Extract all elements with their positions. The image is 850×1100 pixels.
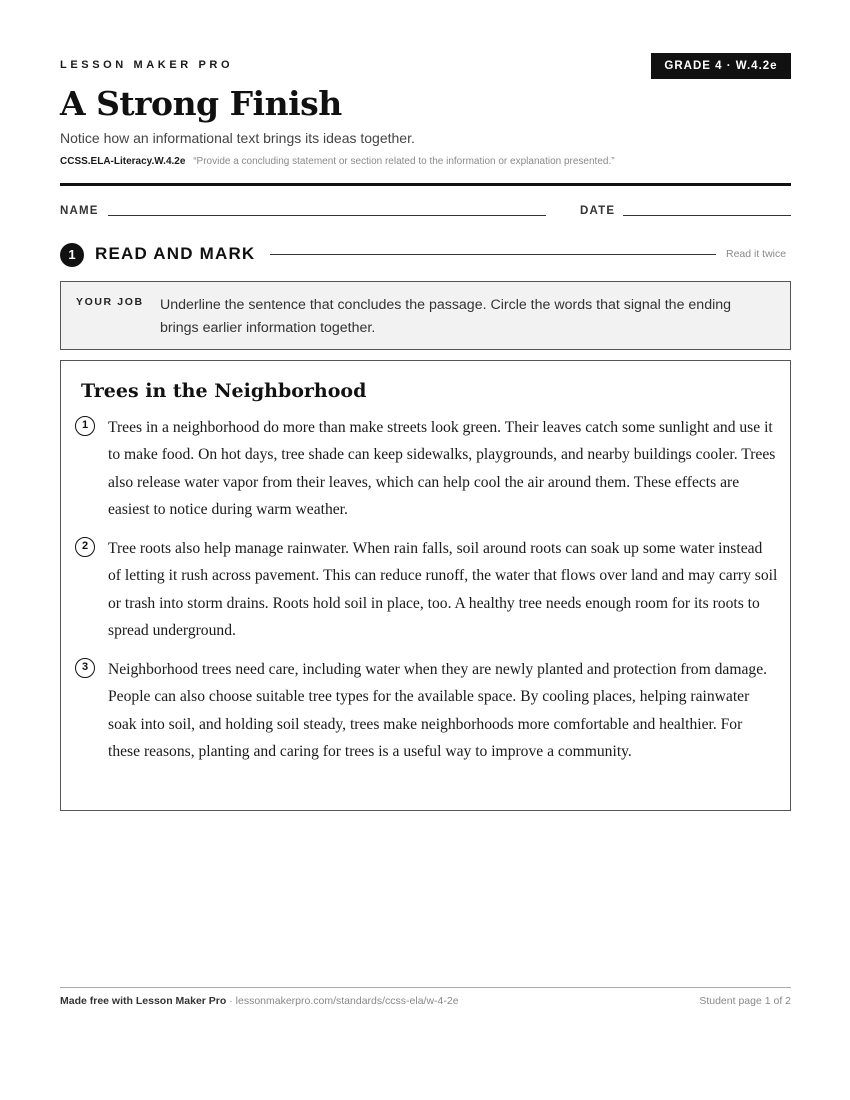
section-title: READ AND MARK — [95, 244, 256, 263]
header-divider — [60, 183, 791, 186]
section-note: Read it twice — [726, 248, 787, 260]
passage-paragraph-1: Trees in a neighborhood do more than make streets look green. Their leaves catch some sunlight and use it to make food. On hot days, tree shade can keep sidewalks, playgrounds, and nearby buildings cooler. Trees also release water vapor from their leaves, which can help cool the air around them. These effects are easiest to notice during warm weather. — [108, 419, 776, 518]
passage-box — [60, 360, 791, 811]
passage-title: Trees in the Neighborhood — [81, 380, 367, 402]
date-field-line[interactable] — [623, 215, 791, 216]
grade-badge: GRADE 4 · W.4.2e — [651, 53, 791, 79]
section-divider — [270, 254, 716, 255]
passage-paragraph-3: Neighborhood trees need care, including water when they are newly planted and protection from damage. People can also choose suitable tree types for the available space. By cooling places, helping rainwater soak into soil, and holding soil steady, trees make neighborhoods more comfortable and healthier. For these reasons, planting and caring for trees is a useful way to improve a community. — [108, 661, 768, 760]
standard-quote: “Provide a concluding statement or section related to the information or explanation presented.” — [193, 156, 615, 167]
job-box — [60, 281, 791, 350]
paragraph-number-2: 2 — [75, 537, 95, 557]
footer-brand: Made free with Lesson Maker Pro — [60, 995, 227, 1007]
passage-paragraph-2: Tree roots also help manage rainwater. When rain falls, soil around roots can soak up some water instead of letting it rush across pavement. This can reduce runoff, the water that flows over land and may carry soil or trash into storm drains. Roots hold soil in place, too. A healthy tree needs enough room for its roots to spread underground. — [108, 540, 778, 639]
brand-name: LESSON MAKER PRO — [60, 59, 234, 71]
footer-credit — [60, 995, 459, 1007]
standard-code: CCSS.ELA-Literacy.W.4.2e — [60, 156, 186, 167]
paragraph-number-3: 3 — [75, 658, 95, 678]
footer-page-number: Student page 1 of 2 — [699, 995, 791, 1007]
name-label: NAME — [60, 205, 99, 217]
footer-url: · lessonmakerpro.com/standards/ccss-ela/w-4-2e — [226, 995, 459, 1007]
page-title: A Strong Finish — [60, 84, 342, 123]
standard-line — [60, 156, 615, 167]
section-number-badge: 1 — [60, 243, 84, 267]
page-subtitle: Notice how an informational text brings its ideas together. — [60, 130, 415, 146]
paragraph-number-1: 1 — [75, 416, 95, 436]
job-instructions: Underline the sentence that concludes the passage. Circle the words that signal the ending brings earlier information together. — [160, 297, 732, 336]
job-label: YOUR JOB — [76, 296, 144, 308]
name-field-line[interactable] — [108, 215, 546, 216]
date-label: DATE — [580, 205, 616, 217]
footer-divider — [60, 987, 791, 988]
